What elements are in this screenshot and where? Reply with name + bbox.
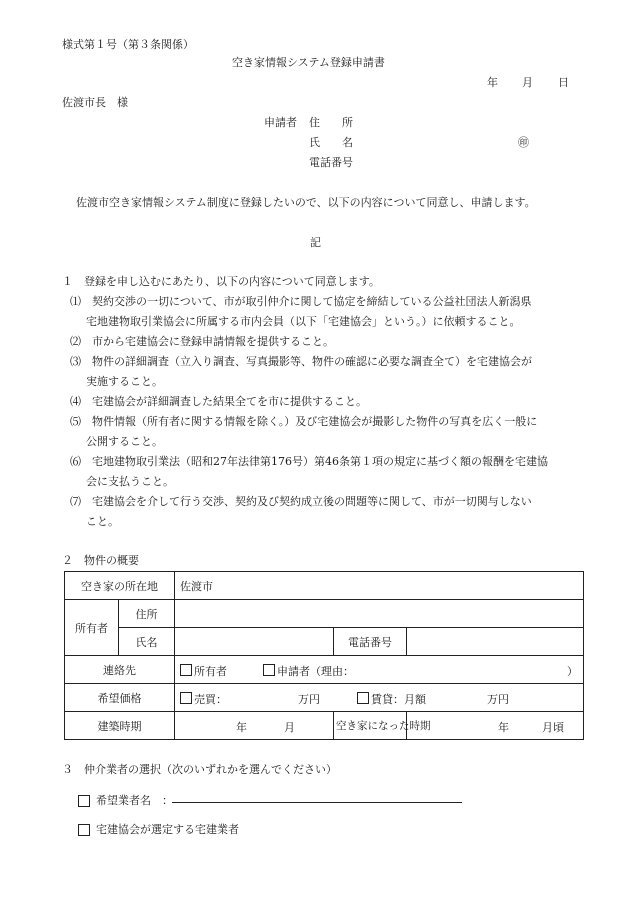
contact-owner-option[interactable] [180,663,227,679]
consent-item-6: ⑹ 宅地建物取引業法（昭和27年法律第176号）第46条第１項の規定に基づく額の報酬を宅建協 [70,455,548,468]
intro-text: 佐渡市空き家情報システム制度に登録したいので、以下の内容について同意し、申請します。 [76,196,536,209]
consent-item-3-cont: 実施すること。 [86,375,163,388]
association-broker-label: 宅建協会が選定する宅建業者 [96,823,239,836]
consent-item-7: ⑺ 宅建協会を介して行う交渉、契約及び契約成立後の問題等に関して、市が一切関与しない [70,495,532,508]
date-day-label: 日 [558,76,569,89]
applicant-name-label: 氏 名 [309,136,353,149]
table-row [65,600,584,628]
section1-heading: １ 登録を申し込むにあたり、以下の内容について同意します。 [62,275,380,288]
property-overview-table [64,571,584,740]
consent-item-6-cont: 会に支払うこと。 [86,475,174,488]
seal-mark: ㊞ [518,136,529,149]
rent-checkbox[interactable] [357,692,369,704]
rent-option[interactable] [357,691,426,707]
table-row [65,628,584,656]
owner-name-field[interactable] [175,628,334,656]
preferred-broker-checkbox[interactable] [78,795,90,807]
sale-label: 売買： [194,692,227,706]
owner-name-label: 氏名 [119,628,175,656]
location-value[interactable]: 佐渡市 [175,572,584,600]
consent-item-1: ⑴ 契約交渉の一切について、市が取引仲介に関して協定を締結している公益社団法人新潟県 [70,295,532,308]
table-row [65,572,584,600]
contact-owner-checkbox[interactable] [180,664,192,676]
consent-item-2: ⑵ 市から宅建協会に登録申請情報を提供すること。 [70,335,334,348]
form-title: 空き家情報システム登録申請書 [232,56,385,69]
built-date-field[interactable] [175,712,334,740]
sale-unit: 万円 [298,692,320,706]
rent-label: 賃貸：月額 [371,692,426,706]
consent-item-4: ⑷ 宅建協会が詳細調査した結果全てを市に提供すること。 [70,395,367,408]
sale-option[interactable] [180,691,227,707]
applicant-phone-label: 電話番号 [309,156,353,169]
built-label: 建築時期 [65,712,175,740]
owner-phone-field[interactable] [407,628,584,656]
owner-label: 所有者 [65,600,119,656]
vacant-year: 年 [498,720,509,734]
rent-unit: 万円 [487,692,509,706]
owner-address-field[interactable] [175,600,584,628]
preferred-broker-input-line[interactable] [172,802,462,803]
preferred-broker-label: 希望業者名 ： [96,794,173,807]
consent-item-3: ⑶ 物件の詳細調査（立入り調査、写真撮影等、物件の確認に必要な調査全て）を宅建協会が [70,355,532,368]
ki-heading: 記 [310,236,321,249]
price-options [175,684,584,712]
addressee: 佐渡市長 様 [62,96,128,109]
section2-heading: ２ 物件の概要 [62,554,139,567]
date-month-label: 月 [522,76,533,89]
consent-item-5: ⑸ 物件情報（所有者に関する情報を除く。）及び宅建協会が撮影した物件の写真を広く一般に [70,415,538,428]
applicant-address-label: 住 所 [309,116,353,129]
contact-applicant-label: 申請者（理由： [277,664,354,678]
contact-applicant-checkbox[interactable] [263,664,275,676]
table-row [65,712,584,740]
applicant-label: 申請者 [264,116,297,129]
contact-applicant-option[interactable] [263,663,354,679]
built-year: 年 [236,720,247,734]
price-label: 希望価格 [65,684,175,712]
contact-options [175,656,584,684]
vacant-label-text: 空き家になった時期 [336,720,431,732]
vacant-date-field[interactable] [407,712,584,740]
consent-item-7-cont: こと。 [86,515,119,528]
owner-address-label: 住所 [119,600,175,628]
owner-phone-label: 電話番号 [334,628,407,656]
contact-label: 連絡先 [65,656,175,684]
built-month: 月 [284,720,295,734]
association-broker-checkbox[interactable] [78,824,90,836]
date-year-label: 年 [487,76,498,89]
vacant-month: 月頃 [542,720,564,734]
location-label: 空き家の所在地 [65,572,175,600]
contact-owner-label: 所有者 [194,664,227,678]
form-number: 様式第１号（第３条関係） [62,38,194,51]
vacant-label [334,712,431,740]
sale-checkbox[interactable] [180,692,192,704]
table-row [65,684,584,712]
section3-heading: ３ 仲介業者の選択（次のいずれかを選んでください） [62,763,337,776]
consent-item-1-cont: 宅地建物取引業協会に所属する市内会員（以下「宅建協会」という。）に依頼すること。 [86,315,521,328]
consent-item-5-cont: 公開すること。 [86,435,163,448]
contact-close-paren: ） [567,664,579,678]
table-row [65,656,584,684]
